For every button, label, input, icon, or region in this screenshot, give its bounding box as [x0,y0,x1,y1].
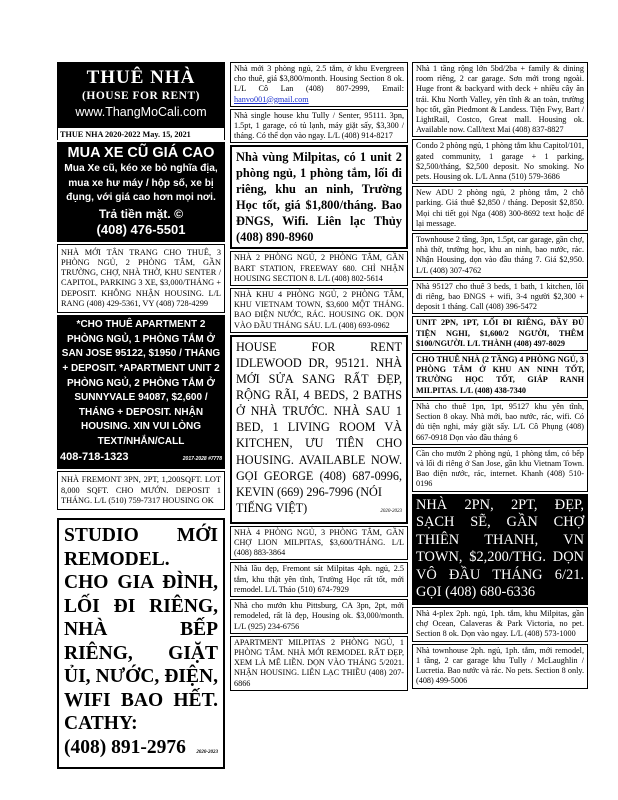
masthead-title: THUÊ NHÀ [86,67,196,88]
ad-mua-xe [57,142,225,242]
masthead-subtitle: (HOUSE FOR RENT) [82,90,200,102]
ad-fremont: NHÀ FREMONT 3PN, 2PT, 1,200SQFT. LOT 8,000 SQFT. CHO MƯỚN. DEPOSIT 1 THÁNG. L/L (510) 759-7317 HOUSING OK [57,471,225,510]
column-3 [412,62,588,691]
ad-mua-xe-cash: Trả tiền mặt. © [98,206,184,221]
ad-thien-thanh: NHÀ 2PN, 2PT, ĐẸP, SẠCH SẼ, GẦN CHỢ THIÊN THANH, VN TOWN, $2,200/THG. DỌN VÔ ĐẦU THÁNG 6/21. GỌI (408) 680-6336 [412,494,588,606]
ad-milpitas-unit: Nhà vùng Milpitas, có 1 unit 2 phòng ngủ, 1 phòng tắm, lối đi riêng, khu an ninh, Trường Học tốt, giá $1,800/tháng. Bao ĐNGS, Wifi. Liên lạc Thủy (408) 890-8960 [230,145,408,249]
ad-studio-body: STUDIO MỚI REMODEL. CHO GIA ĐÌNH, LỐI ĐI RIÊNG, NHÀ BẾP RIÊNG, GIẶT ỦI, NƯỚC, ĐIỆN, WIFI BAO HẾT. CATHY: [64,525,218,735]
ad-condo: Condo 2 phòng ngủ, 1 phòng tắm khu Capitol/101, gated community, 1 garage + 1 parking, $2,500/tháng, $2,500 deposit. No smoking. No pets. Housing ok. L/L Anna (510) 579-3686 [412,139,588,184]
ad-vietnam-town: NHÀ KHU 4 PHÒNG NGỦ, 2 PHÒNG TẮM, KHU VIETNAM TOWN, $3,600 MỘT THÁNG. BAO ĐIỆN NƯỚC, RÁC. HOUSING OK. DỌN VÀO ĐẦU THÁNG SÁU. L/L (408) 693-0962 [230,288,408,333]
ad-95127: Nhà 95127 cho thuê 3 beds, 1 bath, 1 kitchen, lối đi riêng, bao ĐNGS + wifi, 3-4 người $2,300 + deposit 1 tháng. Call (408) 396-5472 [412,280,588,315]
ad-bart: NHÀ 2 PHÒNG NGỦ, 2 PHÒNG TẮM, GẦN BART STATION, FREEWAY 680. CHỈ NHẬN HOUSING SECTION 8. L/L (408) 802-5614 [230,251,408,286]
ad-evergreen [230,62,408,107]
ad-pittsburg: Nhà cho mướn khu Pittsburg, CA 3pn, 2pt, mới remodeled, rất là đẹp, Housing ok. $3,000/month. L/L (925) 234-6756 [230,599,408,634]
ad-idlewood-body: HOUSE FOR RENT IDLEWOOD DR, 95121. NHÀ MỚI SỬA SANG RẤT ĐẸP, RỘNG RÃI, 4 BEDS, 2 BATHS Ở NHÀ TRƯỚC. NHÀ SAU 1 BED, 1 LIVING ROOM VÀ KITCHEN, ƯU TIÊN CHO HOUSING. AVAILABLE NOW. GỌI GEORGE (408) 687-0996, KEVIN (669) 296-7996 (NÓI [236,339,402,499]
ad-studio-phone: (408) 891-2976 [64,736,186,758]
ad-evergreen-email[interactable]: hanvo001@gmail.com [234,94,309,104]
column-1 [57,62,225,769]
ad-mua-xe-title: MUA XE CŨ GIÁ CAO [67,145,215,161]
ad-north-valley: Nhà 1 tầng rộng lớn 5bd/2ba + family & dining room riêng, 2 car garage. Sơn mới trong ngoài. Huge front & backyard with deck + nhiều cây ăn trái. Khu North Valley, yên tĩnh & an toàn, trường học tốt, gần Piedmont & Landess. Tiện Fwy, Bart / LightRail, Costco, Great mall. Housing ok. Available now. Call/text Mai (408) 837-8827 [412,62,588,137]
ad-apartment-body: *CHO THUÊ APARTMENT 2 PHÒNG NGỦ, 1 PHÒNG TẮM Ở SAN JOSE 95122, $1950 / THÁNG + DEPOSIT. *APARTMENT UNIT 2 PHÒNG NGỦ, 2 PHÒNG TẮM Ở SUNNYVALE 94087, $2,600 / THÁNG + DEPOSIT. NHẬN HOUSING. XIN VUI LÒNG TEXT/NHẮN/CALL [61,319,221,448]
ad-apartment-code: 2017-2028 #7778 [182,455,222,462]
ad-mua-xe-phone: (408) 476-5501 [96,221,186,237]
ad-can-cho-muon: Cần cho mướn 2 phòng ngủ, 1 phòng tắm, có bếp và lối đi riêng ở San Jose, gần khu Vietnam Town. Bao điện nước, rác, internet. Khanh (408) 510-0196 [412,447,588,492]
ad-1pn-1pt: Nhà cho thuê 1pn, 1pt, 95127 khu yên tĩnh, Section 8 okay. Nhà mới, bao nước, rác, wifi. Có đủ tiện nghi, máy giặt sấy. L/L Cô Phụng (408) 667-0918 Dọn vào đầu tháng 6 [412,400,588,445]
ad-townhouse: Townhouse 2 tầng, 3pn, 1.5pt, car garage, gần chợ, nhà thờ, trường học, khu an ninh, bao nước, rác. Nhận Housing, dọn vào đầu tháng 7. Giá $2,950. L/L (408) 307-4762 [412,233,588,278]
ad-apartment-milpitas: APARTMENT MILPITAS 2 PHÒNG NGỦ, 1 PHÒNG TẮM. NHÀ MỚI REMODEL RẤT ĐẸP, XEM LÀ MÊ LIỀN. DỌN VÀO THÁNG 5/2021. NHẬN HOUSING. LIÊN LẠC THIỀU (408) 207-6866 [230,636,408,691]
ad-mua-xe-body: Mua Xe cũ, kéo xe bỏ nghĩa địa, mua xe hư máy / hộp số, xe bị đụng, với giá cao hơn mọi nơi. [64,163,218,203]
ad-idlewood-tail: TIẾNG VIỆT) [236,500,308,515]
ad-apartment-phone: 408-718-1323 [60,450,129,463]
ad-adu: New ADU 2 phòng ngủ, 2 phòng tắm, 2 chỗ parking. Giá thuê $2,850 / tháng. Deposit $2,850. Mọi chi tiết gọi Nga (408) 300-8692 text hoặc để lại message. [412,186,588,231]
ad-fremont-lau: Nhà lầu đẹp, Fremont sát Milpitas 4ph. ngủ, 2.5 tắm, khu thật yên tĩnh, Trường Học rất tốt, mới remodel. L/L Thảo (510) 674-7929 [230,562,408,597]
dateline: THUE NHA 2020-2022 May. 15, 2021 [57,128,225,140]
column-2 [230,62,408,693]
ad-tan-trang: NHÀ MỚI TÂN TRANG CHO THUÊ, 3 PHÒNG NGỦ, 2 PHÒNG TẮM, GẦN TRƯỜNG, CHỢ, NHÀ THỜ, KHU SENTER / CAPITOL, PARKING 3 XE, $3,000/THÁNG + DEPOSIT. KHÔNG NHẬN HOUSING. L/L RANG (408) 429-5361, VY (408) 728-4299 [57,244,225,314]
masthead-site[interactable]: www.ThangMoCali.com [75,105,207,119]
masthead [57,62,225,128]
ad-idlewood-code: 2020-2023 [380,508,402,514]
ad-unit-2pn: UNIT 2PN, 1PT, LỐI ĐI RIÊNG, ĐẦY ĐỦ TIỆN NGHI, $1,600/2 NGƯỜI, THÊM $100/NGƯỜI. L/L THÀNH (408) 497-8029 [412,316,588,351]
ad-2-tang: CHO THUÊ NHÀ (2 TẦNG) 4 PHÒNG NGỦ, 3 PHÒNG TẮM Ở KHU AN NINH TỐT, TRƯỜNG HỌC TỐT, GIÁP RANH MILPITAS. L/L (408) 438-7340 [412,353,588,398]
ad-studio [57,518,225,769]
ad-evergreen-text: Nhà mới 3 phòng ngủ, 2.5 tắm, ở khu Evergreen cho thuê, giá $3,800/month. Housing Section 8 ok. L/L Cô Lan (408) 807-2999, Email: [234,64,404,94]
ad-lion: NHÀ 4 PHÒNG NGỦ, 3 PHÒNG TẮM, GẦN CHỢ LION MILPITAS, $3,600/THÁNG. L/L (408) 883-3864 [230,526,408,561]
ad-4plex: Nhà 4-plex 2ph. ngủ, 1ph. tắm, khu Milpitas, gần chợ Ocean, Calaveras & Park Victoria, no pet. Section 8 ok. Dọn vào ngay. L/L (408) 573-1000 [412,607,588,642]
ad-idlewood [230,335,408,524]
ad-tully: Nhà single house khu Tully / Senter, 95111. 3pn, 1.5pt, 1 garage, có tủ lạnh, máy giặt sấy, $3,300 / tháng. Có thể dọn vào ngay. L/L (408) 914-8217 [230,109,408,144]
ad-apartment [57,315,225,469]
ad-studio-code: 2020-2023 [196,749,218,755]
ad-townhouse-tully: Nhà townhouse 2ph. ngủ, 1ph. tắm, mới remodel, 1 tầng, 2 car garage khu Tully / McLaughlin / Lucretia. Bao nước và rác. No pets. Section 8 only. (408) 499-5006 [412,644,588,689]
